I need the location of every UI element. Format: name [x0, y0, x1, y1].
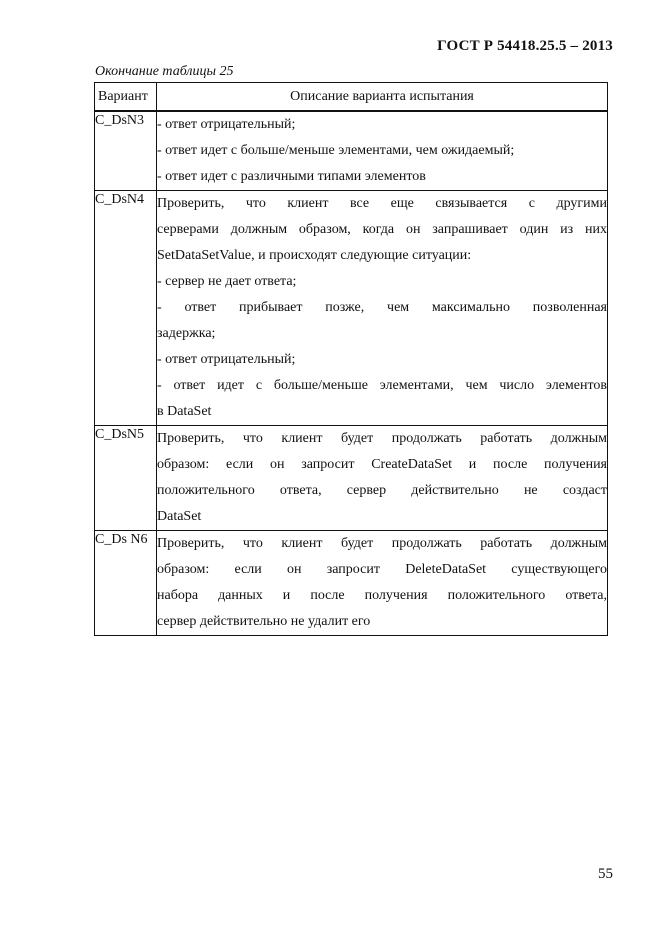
description-line: серверами должным образом, когда он запрашивает один из них [157, 222, 607, 237]
description-line: задержка; [157, 326, 216, 341]
description-line: образом: если он запросит CreateDataSet и после получения [157, 457, 607, 472]
description-line: DataSet [157, 509, 202, 524]
table-caption: Окончание таблицы 25 [95, 64, 234, 79]
table-row [95, 191, 608, 426]
description-line: - ответ идет с различными типами элементов [157, 169, 426, 184]
description-line: Проверить, что клиент все еще связывается с другими [157, 196, 607, 211]
description-line: - ответ идет с больше/меньше элементами, чем ожидаемый; [157, 143, 515, 158]
variant-cell: C_DsN5 [95, 426, 157, 531]
test-variants-table [94, 82, 608, 636]
description-line: - ответ прибывает позже, чем максимально позволенная [157, 300, 607, 315]
description-line: сервер действительно не удалит его [157, 614, 371, 629]
page-number: 55 [598, 866, 613, 882]
table-row [95, 531, 608, 636]
description-cell [157, 531, 608, 636]
standard-code-header: ГОСТ Р 54418.25.5 – 2013 [437, 38, 613, 54]
variant-cell: C_Ds N6 [95, 531, 157, 636]
description-line: Проверить, что клиент будет продолжать работать должным [157, 536, 607, 551]
description-line: - сервер не дает ответа; [157, 274, 297, 289]
table-row [95, 111, 608, 191]
table-header-row [95, 83, 608, 112]
description-line: образом: если он запросит DeleteDataSet существующего [157, 562, 607, 577]
description-line: набора данных и после получения положительного ответа, [157, 588, 607, 603]
description-line: Проверить, что клиент будет продолжать работать должным [157, 431, 607, 446]
description-cell [157, 191, 608, 426]
column-header-description: Описание варианта испытания [157, 83, 608, 112]
description-cell [157, 426, 608, 531]
description-line: - ответ идет с больше/меньше элементами, чем число элементов [157, 378, 607, 393]
description-line: в DataSet [157, 404, 212, 419]
variant-cell: C_DsN4 [95, 191, 157, 426]
description-line: - ответ отрицательный; [157, 352, 296, 367]
description-line: - ответ отрицательный; [157, 117, 296, 132]
description-cell [157, 111, 608, 191]
table-row [95, 426, 608, 531]
variant-cell: C_DsN3 [95, 111, 157, 191]
description-line: положительного ответа, сервер действительно не создаст [157, 483, 607, 498]
column-header-variant: Вариант [95, 83, 157, 112]
description-line: SetDataSetValue, и происходят следующие ситуации: [157, 248, 472, 263]
